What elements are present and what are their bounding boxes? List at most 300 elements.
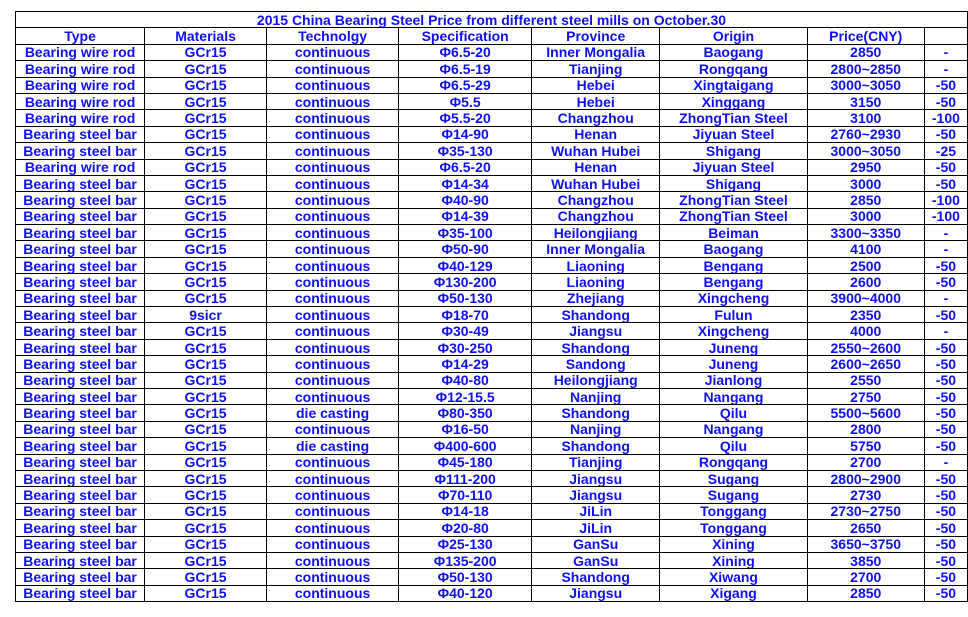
- type-cell: Bearing steel bar: [16, 487, 145, 503]
- province-cell: Shandong: [532, 339, 660, 355]
- material-cell: GCr15: [145, 61, 267, 77]
- header-province: Province: [532, 28, 660, 44]
- technology-cell: continuous: [266, 339, 398, 355]
- type-cell: Bearing wire rod: [16, 159, 145, 175]
- material-cell: GCr15: [145, 159, 267, 175]
- technology-cell: continuous: [266, 421, 398, 437]
- technology-cell: continuous: [266, 208, 398, 224]
- specification-cell: Φ12-15.5: [399, 388, 532, 404]
- province-cell: Changzhou: [532, 110, 660, 126]
- price-cell: 2750: [807, 388, 924, 404]
- price-cell: 5500~5600: [807, 405, 924, 421]
- province-cell: Liaoning: [532, 257, 660, 273]
- origin-cell: Xining: [660, 552, 807, 568]
- technology-cell: continuous: [266, 470, 398, 486]
- origin-cell: Shigang: [660, 143, 807, 159]
- type-cell: Bearing wire rod: [16, 93, 145, 109]
- price-cell: 2700: [807, 569, 924, 585]
- origin-cell: Tonggang: [660, 503, 807, 519]
- change-cell: -: [924, 241, 967, 257]
- table-row: [16, 290, 968, 306]
- change-cell: -: [924, 61, 967, 77]
- technology-cell: continuous: [266, 585, 398, 601]
- specification-cell: Φ35-130: [399, 143, 532, 159]
- province-cell: Sandong: [532, 356, 660, 372]
- specification-cell: Φ16-50: [399, 421, 532, 437]
- province-cell: Henan: [532, 126, 660, 142]
- material-cell: GCr15: [145, 552, 267, 568]
- specification-cell: Φ80-350: [399, 405, 532, 421]
- change-cell: -: [924, 44, 967, 60]
- specification-cell: Φ20-80: [399, 520, 532, 536]
- change-cell: -: [924, 225, 967, 241]
- specification-cell: Φ111-200: [399, 470, 532, 486]
- specification-cell: Φ14-29: [399, 356, 532, 372]
- table-row: [16, 257, 968, 273]
- change-cell: -50: [924, 536, 967, 552]
- origin-cell: Bengang: [660, 274, 807, 290]
- change-cell: -: [924, 454, 967, 470]
- change-cell: -50: [924, 93, 967, 109]
- origin-cell: Xiwang: [660, 569, 807, 585]
- technology-cell: continuous: [266, 61, 398, 77]
- type-cell: Bearing steel bar: [16, 585, 145, 601]
- specification-cell: Φ6.5-29: [399, 77, 532, 93]
- table-row: [16, 241, 968, 257]
- material-cell: GCr15: [145, 290, 267, 306]
- province-cell: Heilongjiang: [532, 225, 660, 241]
- material-cell: GCr15: [145, 93, 267, 109]
- technology-cell: continuous: [266, 77, 398, 93]
- origin-cell: ZhongTian Steel: [660, 192, 807, 208]
- province-cell: Wuhan Hubei: [532, 143, 660, 159]
- origin-cell: Sugang: [660, 487, 807, 503]
- price-cell: 2800~2850: [807, 61, 924, 77]
- province-cell: Shandong: [532, 569, 660, 585]
- change-cell: -50: [924, 274, 967, 290]
- material-cell: GCr15: [145, 110, 267, 126]
- origin-cell: Jiyuan Steel: [660, 126, 807, 142]
- type-cell: Bearing steel bar: [16, 454, 145, 470]
- technology-cell: continuous: [266, 307, 398, 323]
- specification-cell: Φ18-70: [399, 307, 532, 323]
- material-cell: GCr15: [145, 520, 267, 536]
- specification-cell: Φ14-18: [399, 503, 532, 519]
- province-cell: GanSu: [532, 552, 660, 568]
- province-cell: JiLin: [532, 503, 660, 519]
- province-cell: Wuhan Hubei: [532, 175, 660, 191]
- origin-cell: Nangang: [660, 388, 807, 404]
- origin-cell: Juneng: [660, 339, 807, 355]
- type-cell: Bearing steel bar: [16, 307, 145, 323]
- specification-cell: Φ70-110: [399, 487, 532, 503]
- change-cell: -50: [924, 126, 967, 142]
- price-cell: 2850: [807, 192, 924, 208]
- table-row: [16, 372, 968, 388]
- table-row: [16, 388, 968, 404]
- price-cell: 2730~2750: [807, 503, 924, 519]
- material-cell: GCr15: [145, 339, 267, 355]
- province-cell: Jiangsu: [532, 585, 660, 601]
- price-cell: 2800: [807, 421, 924, 437]
- price-cell: 5750: [807, 438, 924, 454]
- technology-cell: continuous: [266, 520, 398, 536]
- material-cell: GCr15: [145, 585, 267, 601]
- price-cell: 2600: [807, 274, 924, 290]
- province-cell: Hebei: [532, 93, 660, 109]
- specification-cell: Φ14-90: [399, 126, 532, 142]
- type-cell: Bearing steel bar: [16, 126, 145, 142]
- technology-cell: continuous: [266, 356, 398, 372]
- material-cell: GCr15: [145, 44, 267, 60]
- table-row: [16, 93, 968, 109]
- price-cell: 2550: [807, 372, 924, 388]
- table-row: [16, 569, 968, 585]
- origin-cell: Xingtaigang: [660, 77, 807, 93]
- origin-cell: Rongqang: [660, 61, 807, 77]
- technology-cell: continuous: [266, 454, 398, 470]
- table-row: [16, 552, 968, 568]
- price-cell: 3100: [807, 110, 924, 126]
- specification-cell: Φ14-34: [399, 175, 532, 191]
- price-cell: 4100: [807, 241, 924, 257]
- price-cell: 3000: [807, 175, 924, 191]
- origin-cell: Juneng: [660, 356, 807, 372]
- specification-cell: Φ6.5-19: [399, 61, 532, 77]
- technology-cell: continuous: [266, 274, 398, 290]
- technology-cell: continuous: [266, 192, 398, 208]
- origin-cell: Qilu: [660, 438, 807, 454]
- table-title: 2015 China Bearing Steel Price from different steel mills on October.30: [16, 12, 968, 28]
- material-cell: GCr15: [145, 569, 267, 585]
- province-cell: Jiangsu: [532, 470, 660, 486]
- type-cell: Bearing steel bar: [16, 520, 145, 536]
- origin-cell: Xinggang: [660, 93, 807, 109]
- change-cell: -50: [924, 569, 967, 585]
- origin-cell: Jiyuan Steel: [660, 159, 807, 175]
- change-cell: -50: [924, 159, 967, 175]
- type-cell: Bearing steel bar: [16, 356, 145, 372]
- change-cell: -50: [924, 487, 967, 503]
- type-cell: Bearing steel bar: [16, 323, 145, 339]
- change-cell: -100: [924, 110, 967, 126]
- type-cell: Bearing steel bar: [16, 536, 145, 552]
- province-cell: Hebei: [532, 77, 660, 93]
- type-cell: Bearing steel bar: [16, 225, 145, 241]
- origin-cell: ZhongTian Steel: [660, 208, 807, 224]
- change-cell: -50: [924, 339, 967, 355]
- province-cell: Jiangsu: [532, 323, 660, 339]
- origin-cell: Baogang: [660, 241, 807, 257]
- header-change: [924, 28, 967, 44]
- type-cell: Bearing steel bar: [16, 405, 145, 421]
- change-cell: -50: [924, 257, 967, 273]
- province-cell: Heilongjiang: [532, 372, 660, 388]
- technology-cell: continuous: [266, 241, 398, 257]
- type-cell: Bearing steel bar: [16, 421, 145, 437]
- material-cell: GCr15: [145, 175, 267, 191]
- origin-cell: Shigang: [660, 175, 807, 191]
- type-cell: Bearing wire rod: [16, 44, 145, 60]
- type-cell: Bearing wire rod: [16, 61, 145, 77]
- material-cell: GCr15: [145, 241, 267, 257]
- technology-cell: continuous: [266, 225, 398, 241]
- price-cell: 4000: [807, 323, 924, 339]
- price-cell: 3900~4000: [807, 290, 924, 306]
- specification-cell: Φ6.5-20: [399, 159, 532, 175]
- technology-cell: continuous: [266, 175, 398, 191]
- change-cell: -50: [924, 503, 967, 519]
- type-cell: Bearing steel bar: [16, 192, 145, 208]
- province-cell: Henan: [532, 159, 660, 175]
- origin-cell: Xining: [660, 536, 807, 552]
- table-row: [16, 77, 968, 93]
- price-cell: 3300~3350: [807, 225, 924, 241]
- table-row: [16, 503, 968, 519]
- technology-cell: continuous: [266, 159, 398, 175]
- type-cell: Bearing steel bar: [16, 569, 145, 585]
- type-cell: Bearing steel bar: [16, 208, 145, 224]
- type-cell: Bearing steel bar: [16, 503, 145, 519]
- material-cell: GCr15: [145, 405, 267, 421]
- type-cell: Bearing steel bar: [16, 552, 145, 568]
- technology-cell: continuous: [266, 290, 398, 306]
- table-row: [16, 536, 968, 552]
- table-row: [16, 323, 968, 339]
- material-cell: GCr15: [145, 454, 267, 470]
- province-cell: Inner Mongalia: [532, 241, 660, 257]
- title-row: [16, 12, 968, 28]
- specification-cell: Φ40-80: [399, 372, 532, 388]
- technology-cell: continuous: [266, 110, 398, 126]
- origin-cell: Xingcheng: [660, 290, 807, 306]
- origin-cell: Baogang: [660, 44, 807, 60]
- material-cell: GCr15: [145, 487, 267, 503]
- price-cell: 3000~3050: [807, 77, 924, 93]
- technology-cell: continuous: [266, 143, 398, 159]
- specification-cell: Φ130-200: [399, 274, 532, 290]
- change-cell: -50: [924, 585, 967, 601]
- province-cell: Tianjing: [532, 454, 660, 470]
- price-cell: 3000: [807, 208, 924, 224]
- material-cell: GCr15: [145, 536, 267, 552]
- specification-cell: Φ30-49: [399, 323, 532, 339]
- technology-cell: continuous: [266, 503, 398, 519]
- table-row: [16, 143, 968, 159]
- type-cell: Bearing wire rod: [16, 77, 145, 93]
- type-cell: Bearing steel bar: [16, 241, 145, 257]
- change-cell: -50: [924, 438, 967, 454]
- price-cell: 3850: [807, 552, 924, 568]
- price-cell: 2650: [807, 520, 924, 536]
- origin-cell: Fulun: [660, 307, 807, 323]
- province-cell: JiLin: [532, 520, 660, 536]
- material-cell: GCr15: [145, 225, 267, 241]
- material-cell: GCr15: [145, 503, 267, 519]
- province-cell: Nanjing: [532, 388, 660, 404]
- technology-cell: die casting: [266, 405, 398, 421]
- specification-cell: Φ25-130: [399, 536, 532, 552]
- table-row: [16, 405, 968, 421]
- province-cell: Shandong: [532, 405, 660, 421]
- material-cell: GCr15: [145, 77, 267, 93]
- province-cell: Changzhou: [532, 192, 660, 208]
- price-cell: 2350: [807, 307, 924, 323]
- province-cell: Zhejiang: [532, 290, 660, 306]
- technology-cell: continuous: [266, 126, 398, 142]
- province-cell: Tianjing: [532, 61, 660, 77]
- province-cell: Inner Mongalia: [532, 44, 660, 60]
- change-cell: -: [924, 323, 967, 339]
- change-cell: -50: [924, 388, 967, 404]
- origin-cell: Tonggang: [660, 520, 807, 536]
- material-cell: GCr15: [145, 438, 267, 454]
- price-cell: 2600~2650: [807, 356, 924, 372]
- origin-cell: Xigang: [660, 585, 807, 601]
- table-row: [16, 487, 968, 503]
- change-cell: -: [924, 290, 967, 306]
- material-cell: GCr15: [145, 126, 267, 142]
- price-table: [15, 11, 968, 602]
- type-cell: Bearing steel bar: [16, 388, 145, 404]
- material-cell: 9sicr: [145, 307, 267, 323]
- material-cell: GCr15: [145, 274, 267, 290]
- province-cell: Changzhou: [532, 208, 660, 224]
- table-row: [16, 61, 968, 77]
- header-materials: Materials: [145, 28, 267, 44]
- technology-cell: continuous: [266, 569, 398, 585]
- material-cell: GCr15: [145, 372, 267, 388]
- table-row: [16, 454, 968, 470]
- technology-cell: continuous: [266, 257, 398, 273]
- table-row: [16, 356, 968, 372]
- province-cell: GanSu: [532, 536, 660, 552]
- technology-cell: continuous: [266, 487, 398, 503]
- specification-cell: Φ6.5-20: [399, 44, 532, 60]
- specification-cell: Φ45-180: [399, 454, 532, 470]
- table-row: [16, 192, 968, 208]
- table-row: [16, 44, 968, 60]
- origin-cell: Bengang: [660, 257, 807, 273]
- table-row: [16, 421, 968, 437]
- type-cell: Bearing steel bar: [16, 470, 145, 486]
- price-cell: 2550~2600: [807, 339, 924, 355]
- price-cell: 2800~2900: [807, 470, 924, 486]
- type-cell: Bearing steel bar: [16, 339, 145, 355]
- table-row: [16, 225, 968, 241]
- price-cell: 2700: [807, 454, 924, 470]
- specification-cell: Φ50-130: [399, 290, 532, 306]
- table-row: [16, 307, 968, 323]
- technology-cell: continuous: [266, 552, 398, 568]
- table-row: [16, 208, 968, 224]
- price-cell: 2730: [807, 487, 924, 503]
- technology-cell: continuous: [266, 536, 398, 552]
- table-row: [16, 274, 968, 290]
- specification-cell: Φ50-90: [399, 241, 532, 257]
- province-cell: Jiangsu: [532, 487, 660, 503]
- origin-cell: Xingcheng: [660, 323, 807, 339]
- specification-cell: Φ50-130: [399, 569, 532, 585]
- material-cell: GCr15: [145, 323, 267, 339]
- type-cell: Bearing steel bar: [16, 143, 145, 159]
- change-cell: -50: [924, 552, 967, 568]
- change-cell: -50: [924, 77, 967, 93]
- table-row: [16, 585, 968, 601]
- technology-cell: continuous: [266, 44, 398, 60]
- specification-cell: Φ40-129: [399, 257, 532, 273]
- material-cell: GCr15: [145, 192, 267, 208]
- province-cell: Shandong: [532, 307, 660, 323]
- material-cell: GCr15: [145, 470, 267, 486]
- type-cell: Bearing wire rod: [16, 110, 145, 126]
- specification-cell: Φ35-100: [399, 225, 532, 241]
- specification-cell: Φ40-120: [399, 585, 532, 601]
- origin-cell: Nangang: [660, 421, 807, 437]
- type-cell: Bearing steel bar: [16, 175, 145, 191]
- change-cell: -50: [924, 175, 967, 191]
- change-cell: -100: [924, 208, 967, 224]
- price-cell: 2850: [807, 585, 924, 601]
- technology-cell: continuous: [266, 323, 398, 339]
- type-cell: Bearing steel bar: [16, 372, 145, 388]
- technology-cell: continuous: [266, 372, 398, 388]
- change-cell: -50: [924, 372, 967, 388]
- specification-cell: Φ5.5-20: [399, 110, 532, 126]
- type-cell: Bearing steel bar: [16, 290, 145, 306]
- province-cell: Shandong: [532, 438, 660, 454]
- table-row: [16, 159, 968, 175]
- technology-cell: die casting: [266, 438, 398, 454]
- type-cell: Bearing steel bar: [16, 257, 145, 273]
- change-cell: -50: [924, 520, 967, 536]
- change-cell: -25: [924, 143, 967, 159]
- material-cell: GCr15: [145, 257, 267, 273]
- header-row: [16, 28, 968, 44]
- price-cell: 3150: [807, 93, 924, 109]
- origin-cell: Sugang: [660, 470, 807, 486]
- specification-cell: Φ40-90: [399, 192, 532, 208]
- change-cell: -50: [924, 405, 967, 421]
- price-cell: 2850: [807, 44, 924, 60]
- origin-cell: Jianlong: [660, 372, 807, 388]
- specification-cell: Φ135-200: [399, 552, 532, 568]
- province-cell: Nanjing: [532, 421, 660, 437]
- material-cell: GCr15: [145, 421, 267, 437]
- change-cell: -100: [924, 192, 967, 208]
- material-cell: GCr15: [145, 143, 267, 159]
- origin-cell: Beiman: [660, 225, 807, 241]
- technology-cell: continuous: [266, 388, 398, 404]
- table-row: [16, 470, 968, 486]
- header-technology: Technolgy: [266, 28, 398, 44]
- price-cell: 2500: [807, 257, 924, 273]
- price-cell: 2760~2930: [807, 126, 924, 142]
- header-specification: Specification: [399, 28, 532, 44]
- specification-cell: Φ400-600: [399, 438, 532, 454]
- header-price: Price(CNY): [807, 28, 924, 44]
- material-cell: GCr15: [145, 208, 267, 224]
- change-cell: -50: [924, 421, 967, 437]
- header-type: Type: [16, 28, 145, 44]
- origin-cell: Rongqang: [660, 454, 807, 470]
- technology-cell: continuous: [266, 93, 398, 109]
- material-cell: GCr15: [145, 356, 267, 372]
- table-row: [16, 438, 968, 454]
- origin-cell: ZhongTian Steel: [660, 110, 807, 126]
- type-cell: Bearing steel bar: [16, 274, 145, 290]
- specification-cell: Φ5.5: [399, 93, 532, 109]
